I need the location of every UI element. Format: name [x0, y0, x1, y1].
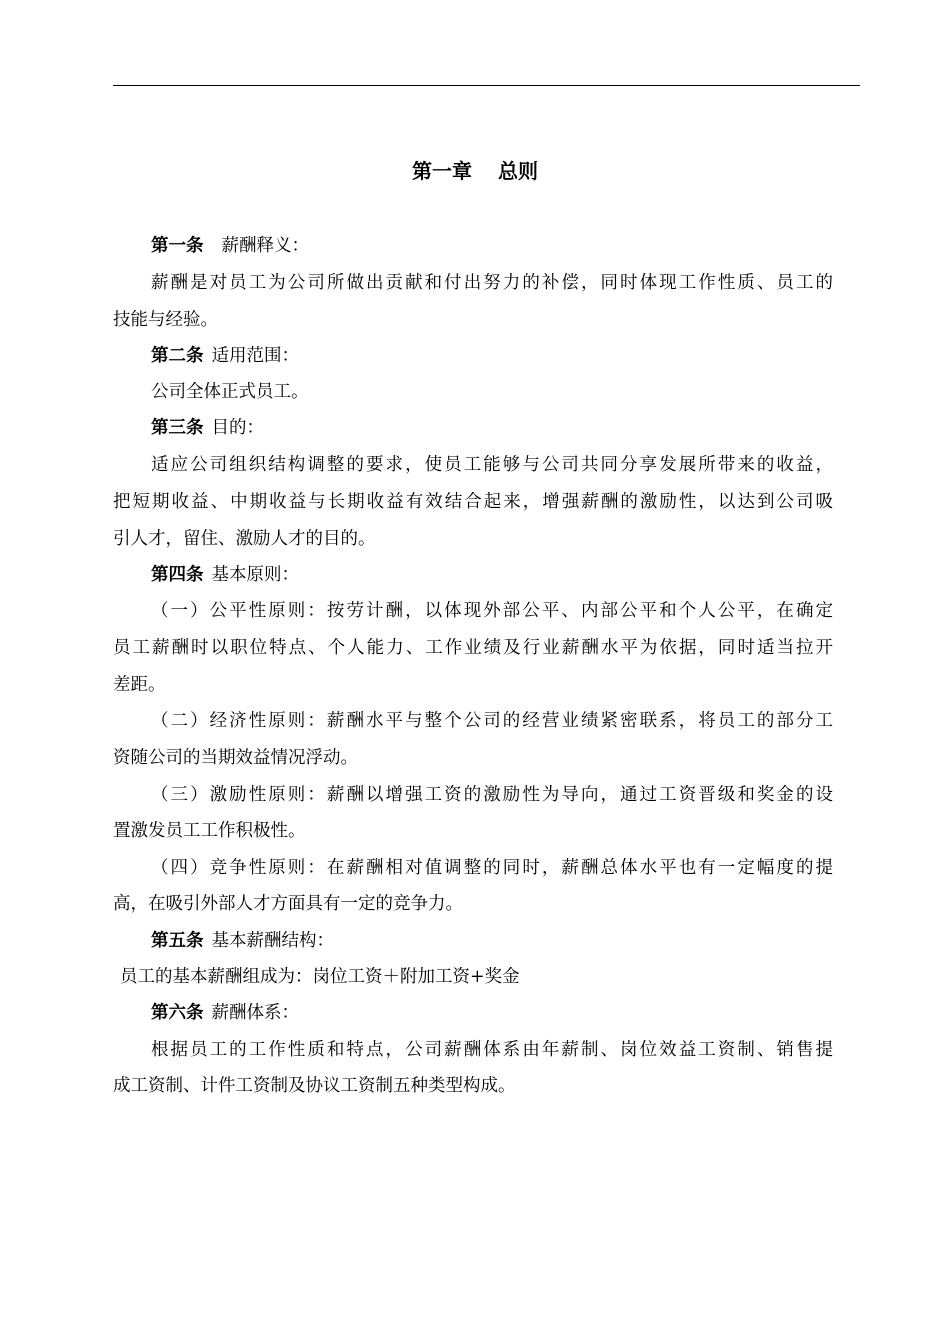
article-4-heading — [151, 560, 851, 590]
article-3-line-3: 引人才，留住、激励人才的目的。 — [113, 529, 376, 549]
article-1-number: 第一条 — [151, 236, 204, 256]
article-1-title: 薪酬释义： — [221, 236, 309, 256]
article-4-line-1: （一）公平性原则：按劳计酬，以体现外部公平、内部公平和个人公平，在确定 — [151, 601, 833, 621]
header-rule — [113, 85, 860, 86]
article-1-line-2: 技能与经验。 — [113, 310, 218, 330]
article-4-line-2: 员工薪酬时以职位特点、个人能力、工作业绩及行业薪酬水平为依据，同时适当拉开 — [113, 638, 833, 658]
article-6-number: 第六条 — [151, 1003, 204, 1023]
article-4-line-9: 高，在吸引外部人才方面具有一定的竞争力。 — [113, 894, 463, 914]
article-4-line-4: （二）经济性原则：薪酬水平与整个公司的经营业绩紧密联系，将员工的部分工 — [151, 711, 833, 731]
article-4-line-6: （三）激励性原则：薪酬以增强工资的激励性为导向，通过工资晋级和奖金的设 — [151, 785, 833, 805]
article-4-line-3: 差距。 — [113, 675, 166, 695]
article-2-line-1: 公司全体正式员工。 — [151, 382, 309, 402]
article-5-number: 第五条 — [151, 931, 204, 951]
article-4-title: 基本原则： — [211, 565, 299, 585]
article-5-title: 基本薪酬结构： — [211, 931, 334, 951]
article-3-line-2: 把短期收益、中期收益与长期收益有效结合起来，增强薪酬的激励性，以达到公司吸 — [113, 492, 833, 512]
chapter-title — [0, 154, 950, 188]
article-2-title: 适用范围： — [211, 346, 299, 366]
article-4-line-8: （四）竞争性原则：在薪酬相对值调整的同时，薪酬总体水平也有一定幅度的提 — [151, 858, 833, 878]
article-4-number: 第四条 — [151, 565, 204, 585]
article-3-number: 第三条 — [151, 418, 204, 438]
article-1-line-1: 薪酬是对员工为公司所做出贡献和付出努力的补偿，同时体现工作性质、员工的 — [151, 273, 833, 293]
article-6-title: 薪酬体系： — [211, 1003, 299, 1023]
article-3-title: 目的： — [211, 418, 264, 438]
article-6-line-1: 根据员工的工作性质和特点，公司薪酬体系由年薪制、岗位效益工资制、销售提 — [151, 1040, 833, 1060]
article-5-heading — [151, 926, 851, 956]
article-1-heading — [151, 231, 851, 261]
article-6-heading — [151, 998, 851, 1028]
article-3-heading — [151, 413, 851, 443]
chapter-number: 第一章 — [412, 159, 472, 183]
article-2-heading — [151, 341, 851, 371]
article-6-line-2: 成工资制、计件工资制及协议工资制五种类型构成。 — [113, 1076, 516, 1096]
article-4-line-7: 置激发员工工作积极性。 — [113, 821, 306, 841]
article-4-line-5: 资随公司的当期效益情况浮动。 — [113, 748, 358, 768]
article-2-number: 第二条 — [151, 346, 204, 366]
article-3-line-1: 适应公司组织结构调整的要求，使员工能够与公司共同分享发展所带来的收益， — [151, 455, 833, 475]
chapter-name: 总则 — [498, 159, 538, 183]
article-5-line-1: 员工的基本薪酬组成为：岗位工资＋附加工资+奖金 — [120, 967, 520, 987]
